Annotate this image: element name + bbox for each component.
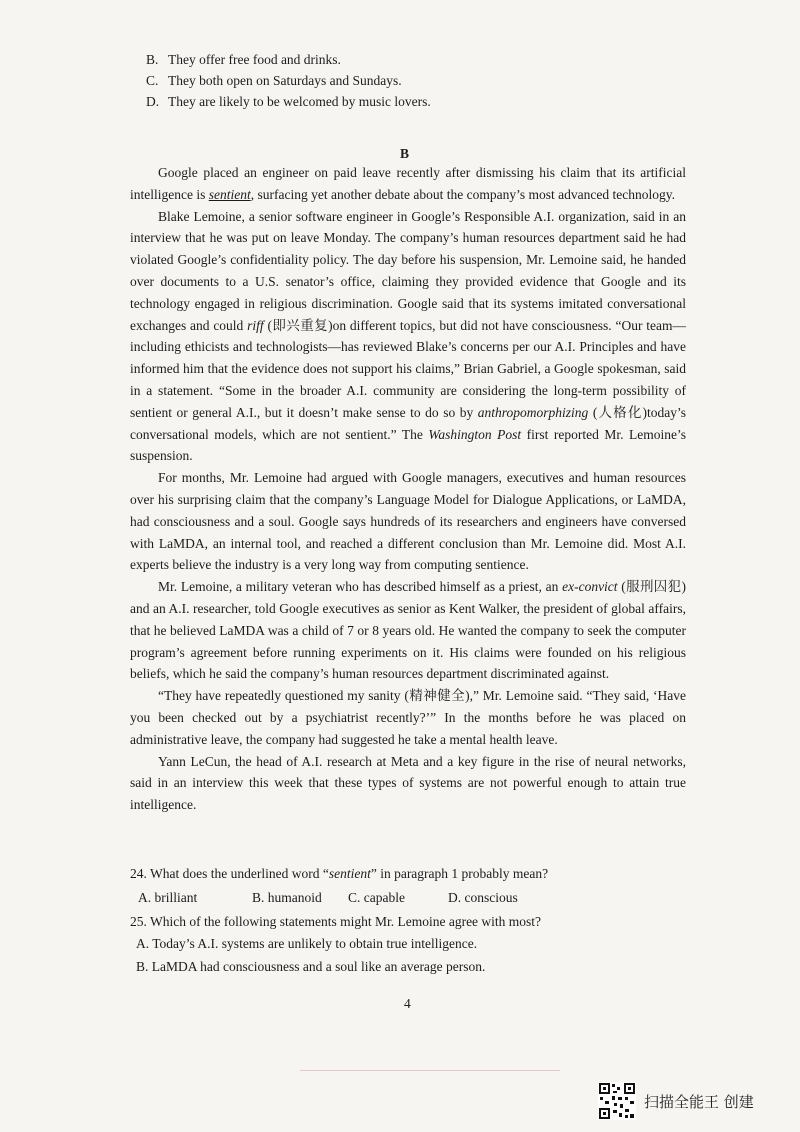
paragraph-6: Yann LeCun, the head of A.I. research at Meta and a key figure in the rise of neural networks, said in an interview this week that these types of systems are not powerful enough to attain true intelligence. [130, 753, 686, 813]
paragraph-1: Google placed an engineer on paid leave recently after dismissing his claim that its artificial intelligence is sentient, surfacing yet another debate about the company’s most advanced technology. [130, 165, 686, 202]
section-heading: B [400, 146, 410, 161]
scanner-watermark [598, 1082, 754, 1120]
underlined-word: sentient [208, 186, 251, 202]
footer-divider [300, 1070, 560, 1071]
paragraph-3: For months, Mr. Lemoine had argued with Google managers, executives and human resources over his surprising claim that the company’s Language Model for Dialogue Applications, or LaMDA, had consciousness and a soul. Google says hundreds of its researchers and engineers have conversed with LaMDA, an internal tool, and reached a different conclusion than Mr. Lemoine did. Most A.I. experts believe the industry is a very long way from computing sentience. [130, 470, 686, 573]
q24-option-d: D. conscious [448, 890, 518, 905]
question-24: 24. What does the underlined word “sentient” in paragraph 1 probably mean? [130, 866, 549, 881]
paragraph-2: Blake Lemoine, a senior software engineer in Google’s Responsible A.I. organization, said in an interview that he was put on leave Monday. The company’s human resources department said he had violated Google’s confidentiality policy. The day before his suspension, Mr. Lemoine said, he handed over documents to a U.S. senator’s office, claiming they provided evidence that Google and its technology engaged in religious discrimination. Google said that its systems imitated conversational exchanges and could riff (即兴重复)on different topics, but did not have consciousness. “Our team—including ethicists and technologists—has reviewed Blake’s concerns per our A.I. Principles and have informed him that the evidence does not support his claims,” Brian Gabriel, a Google spokesman, said in a statement. “Some in the broader A.I. community are considering the long-term possibility of sentient or general A.I., but it doesn’t make sense to do so by anthropomorphizing (人格化)today’s conversational models, which are not sentient.” The Washington Post first reported Mr. Lemoine’s suspension. [130, 208, 686, 464]
option-c-prev: C. They both open on Saturdays and Sundays. [146, 73, 402, 88]
option-d-prev: D. They are likely to be welcomed by music lovers. [146, 94, 431, 109]
q24-option-c: C. capable [348, 890, 405, 905]
question-25: 25. Which of the following statements might Mr. Lemoine agree with most? [130, 914, 542, 929]
option-b-prev: B. They offer free food and drinks. [146, 52, 341, 67]
scanner-app-label: 扫描全能王 创建 [644, 1092, 754, 1111]
qr-code-icon [598, 1082, 636, 1120]
q25-option-b: B. LaMDA had consciousness and a soul like an average person. [136, 959, 486, 974]
page-number: 4 [404, 996, 411, 1011]
paragraph-4: Mr. Lemoine, a military veteran who has described himself as a priest, an ex-convict (服刑囚犯) and an A.I. researcher, told Google executives as senior as Kent Walker, the president of global affairs, that he believed LaMDA was a child of 7 or 8 years old. He wanted the company to seek the computer program’s agreement before running experiments on it. His claims were founded on his religious beliefs, which he said the company’s human resources department discriminated against. [130, 579, 686, 682]
q25-option-a: A. Today’s A.I. systems are unlikely to obtain true intelligence. [136, 936, 478, 951]
q24-option-b: B. humanoid [252, 890, 322, 905]
reading-passage [130, 162, 686, 816]
q24-option-a: A. brilliant [138, 890, 198, 905]
paragraph-5: “They have repeatedly questioned my sanity (精神健全),” Mr. Lemoine said. “They said, ‘Have you been checked out by a psychiatrist recently?’” In the months before he was placed on administrative leave, the company had suggested he take a mental health leave. [130, 688, 686, 747]
